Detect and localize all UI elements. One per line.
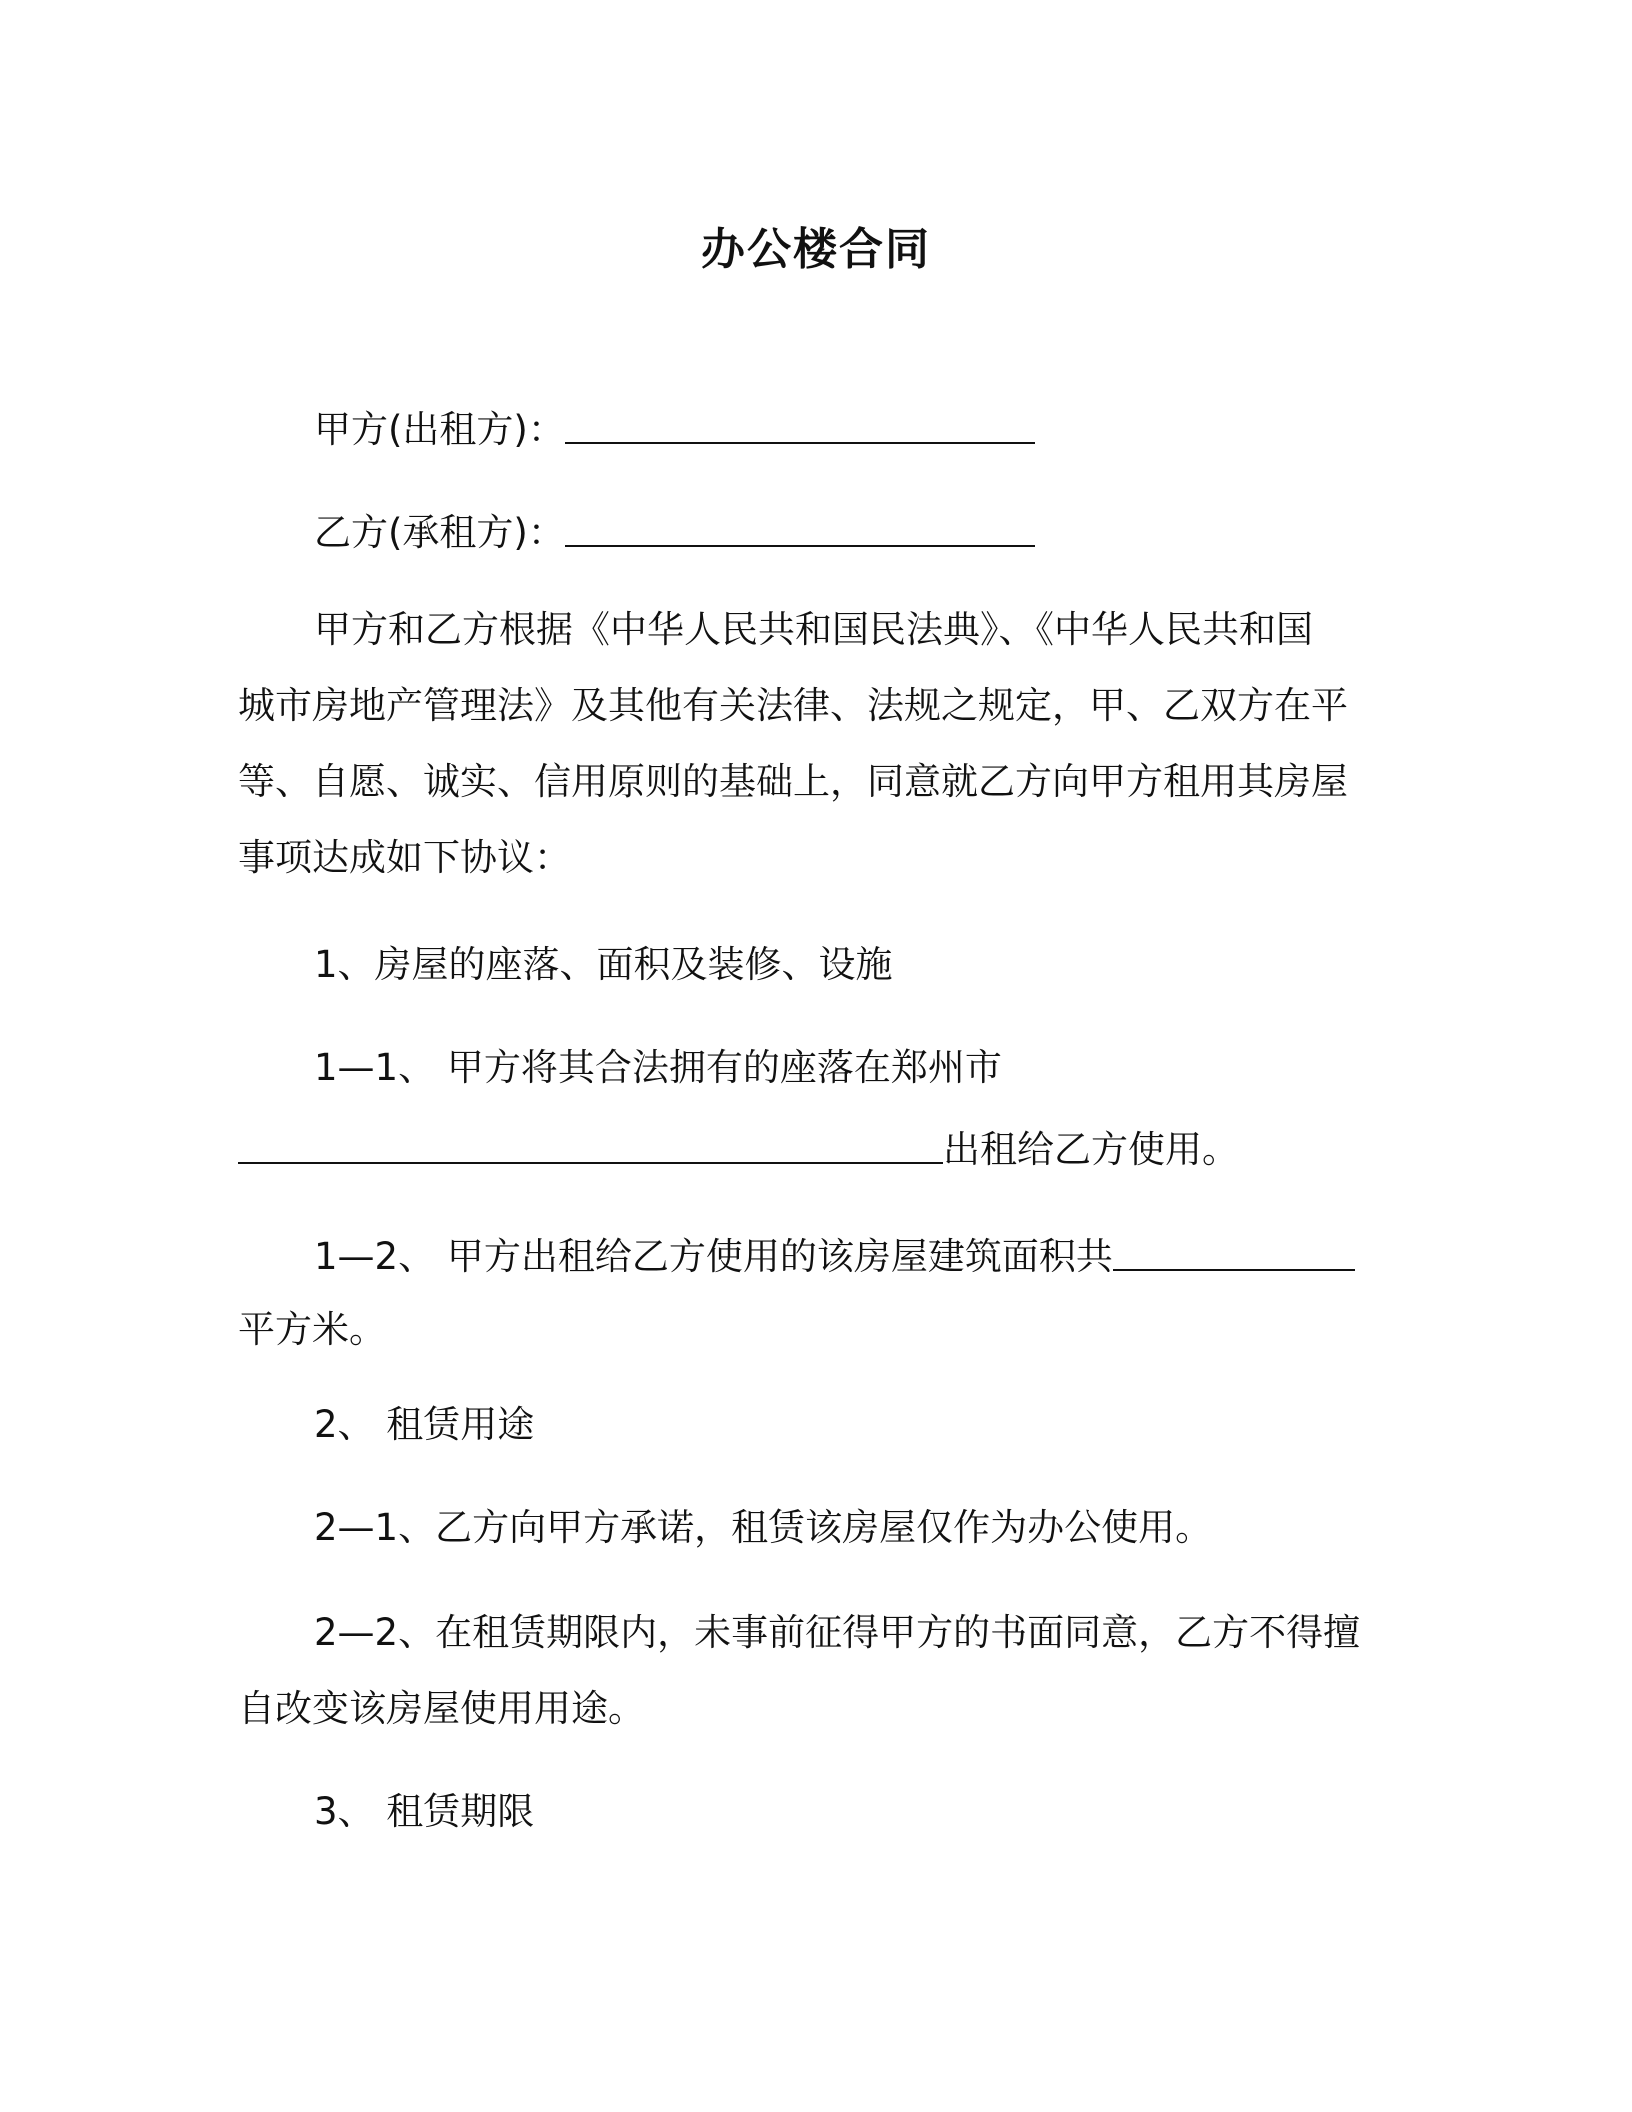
party-b-label: 乙方(承租方)： — [314, 511, 565, 554]
preamble-line: 城市房地产管理法》及其他有关法律、法规之规定，甲、乙双方在平 — [238, 684, 1348, 727]
section-1-heading: 1、房屋的座落、面积及装修、设施 — [314, 943, 893, 986]
preamble-line: 事项达成如下协议： — [238, 836, 571, 879]
clause-1-2-tail: 平方米。 — [238, 1308, 386, 1351]
clause-2-2-line: 自改变该房屋使用用途。 — [238, 1687, 645, 1730]
party-b-blank[interactable] — [565, 513, 1035, 547]
clause-2-2-line: 2—2、在租赁期限内，未事前征得甲方的书面同意，乙方不得擅 — [314, 1611, 1361, 1654]
clause-1-1-text: 1—1、 甲方将其合法拥有的座落在郑州市 — [314, 1046, 1002, 1089]
section-2-heading: 2、 租赁用途 — [314, 1403, 535, 1446]
party-a-line — [314, 405, 1444, 455]
clause-1-1-line — [238, 1125, 1368, 1175]
address-blank[interactable] — [238, 1130, 943, 1164]
section-3-heading: 3、 租赁期限 — [314, 1790, 535, 1833]
preamble-line: 等、自愿、诚实、信用原则的基础上，同意就乙方向甲方租用其房屋 — [238, 760, 1348, 803]
party-b-line — [314, 508, 1444, 558]
clause-1-1-tail: 出租给乙方使用。 — [943, 1128, 1239, 1171]
clause-1-2-text: 1—2、 甲方出租给乙方使用的该房屋建筑面积共 — [314, 1235, 1113, 1278]
party-a-label: 甲方(出租方)： — [314, 408, 565, 451]
clause-2-1: 2—1、乙方向甲方承诺，租赁该房屋仅作为办公使用。 — [314, 1506, 1213, 1549]
area-blank[interactable] — [1113, 1237, 1355, 1271]
party-a-blank[interactable] — [565, 410, 1035, 444]
document-title: 办公楼合同 — [701, 224, 931, 275]
preamble-line: 甲方和乙方根据《中华人民共和国民法典》、《中华人民共和国 — [314, 608, 1313, 651]
clause-1-2-line — [314, 1232, 1444, 1282]
